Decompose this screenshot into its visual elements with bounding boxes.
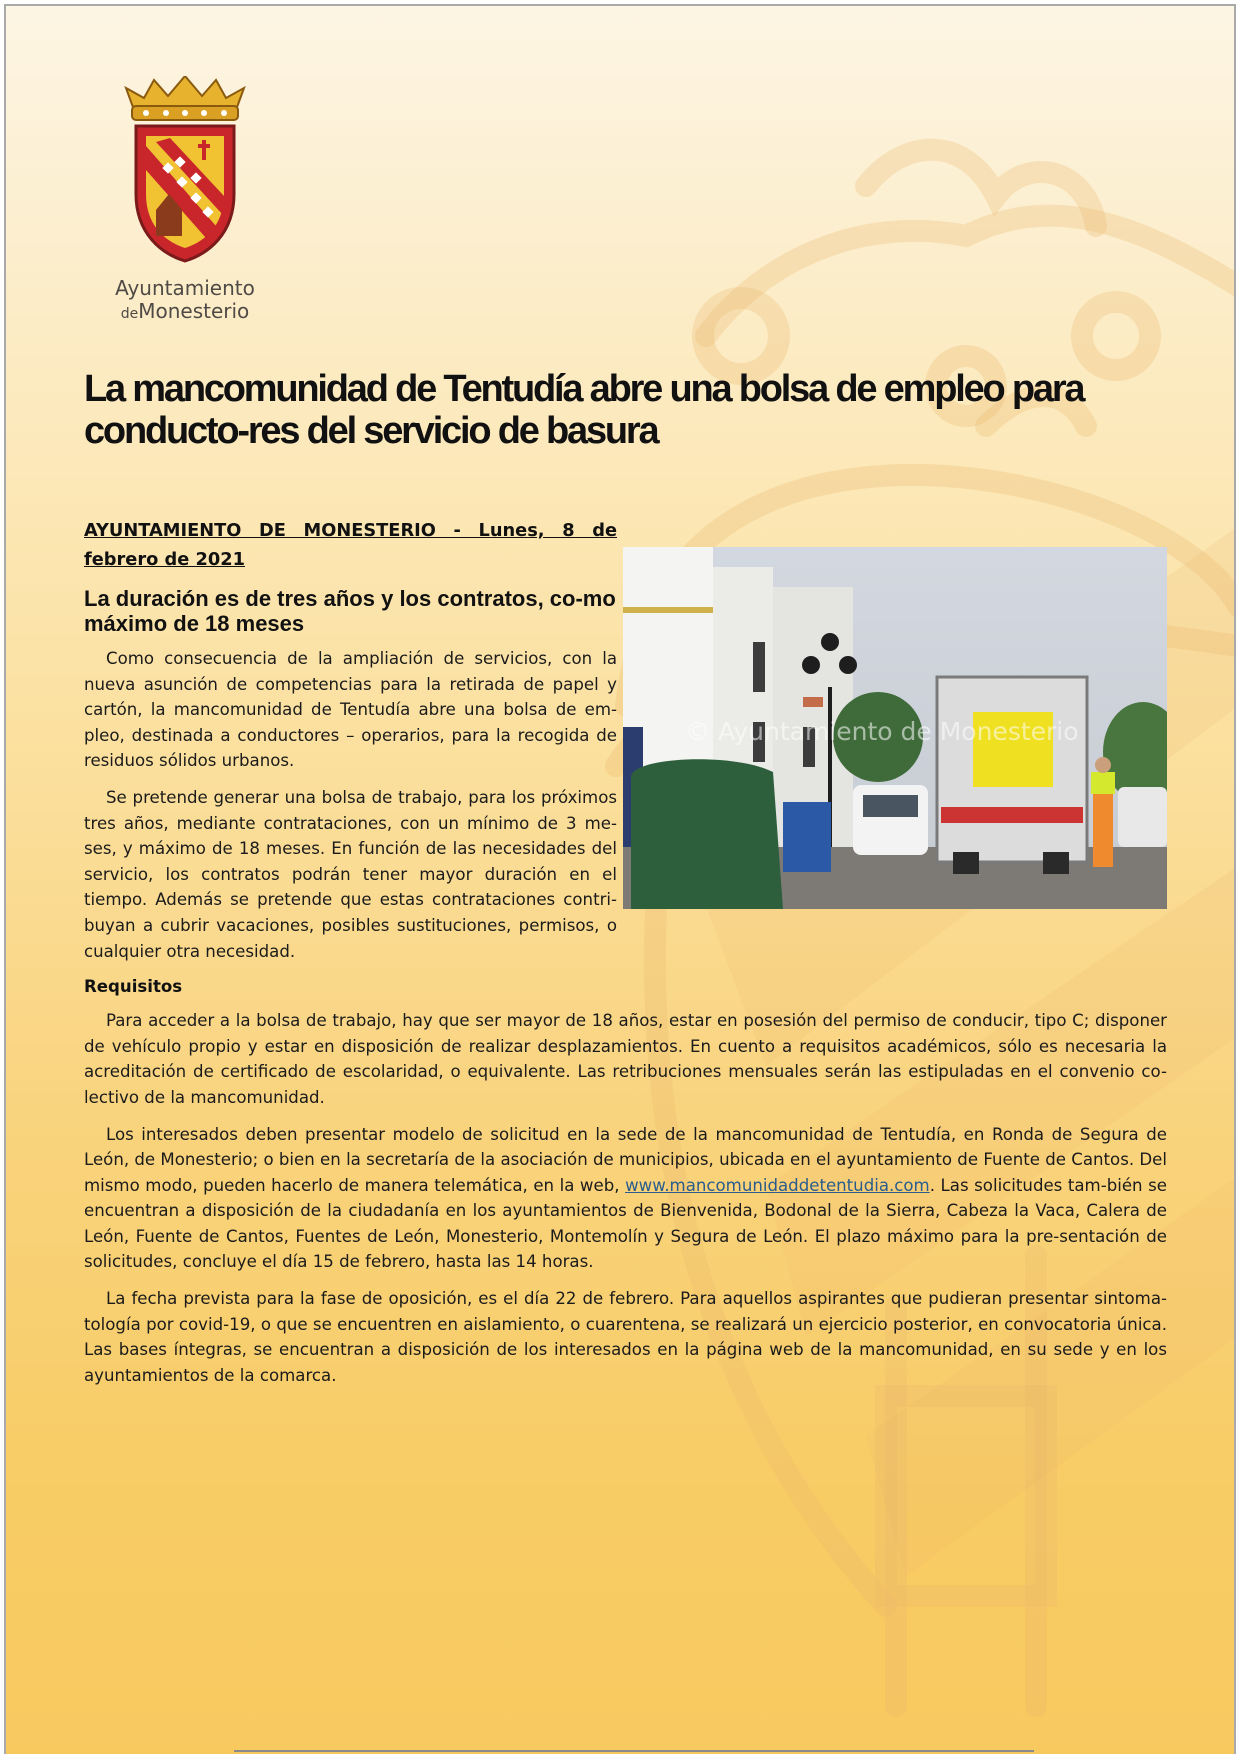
article-body: [84, 516, 1167, 1399]
paragraph-intro: Como consecuencia de la ampliación de servicios, con la nueva asunción de competencias para la retirada de papel y cartón, la mancomunidad de Tentudía abre una bolsa de em-pleo, destinada a conductores – operarios, para la recogida de residuos sólidos urbanos.: [84, 649, 617, 771]
paragraph-exam-date: La fecha prevista para la fase de oposición, es el día 22 de febrero. Para aquellos aspirantes que pudieran presentar sintoma-tología por covid-19, o que se encuentren en aislamiento, o cuarentena, se realizará un ejercicio posterior, en convocatoria única. Las bases íntegras, se encuentran a disposición de los interesados en la página web de la mancomunidad, en su sede y en los ayuntamientos de la comarca.: [84, 1289, 1167, 1385]
municipal-logo: [110, 76, 260, 321]
article-headline: La mancomunidad de Tentudía abre una bolsa de empleo para conducto-res del servicio de basura: [84, 368, 1084, 452]
mancomunidad-website-link[interactable]: www.mancomunidaddetentudia.com: [625, 1175, 930, 1195]
footer-divider: [234, 1750, 1034, 1752]
article-dateline: AYUNTAMIENTO DE MONESTERIO - Lunes, 8 de febrero de 2021: [84, 520, 617, 570]
document-page: [4, 4, 1236, 1754]
coat-of-arms-icon: [116, 76, 254, 272]
article-photo: [623, 547, 1167, 909]
photo-watermark-text: © Ayuntamiento de Monesterio: [685, 717, 1079, 746]
applications-text-end: . Las solicitudes tam-bién se encuentran a disposición de la ciudadanía en los ayuntamientos de Bienvenida, Bodonal de la Sierra, Cabeza la Vaca, Calera de León, Fuente de Cantos, Fuentes de León, Monesterio, Montemolín y Segura de León. El plazo máximo para la pre-sentación de solicitudes, concluye el día 15 de febrero, hasta las 14 horas.: [84, 1175, 1167, 1272]
logo-text-place: Monesterio: [138, 299, 250, 323]
logo-text-monesterio: [110, 299, 260, 323]
paragraph-applications: [84, 1122, 1167, 1276]
paragraph-duration: Se pretende generar una bolsa de trabajo, para los próximos tres años, mediante contrataciones, con un mínimo de 3 me-ses, y máximo de 18 meses. En función de las necesidades del servicio, los contratos podrán tener mayor duración en el tiempo. Además se pretende que estas contrataciones contri-buyan a cubrir vacaciones, posibles sustituciones, permisos, o cualquier otra necesidad.: [84, 787, 617, 961]
article-subheading: La duración es de tres años y los contratos, co-mo máximo de 18 meses: [84, 586, 616, 636]
paragraph-requirements: Para acceder a la bolsa de trabajo, hay que ser mayor de 18 años, estar en posesión del permiso de conducir, tipo C; disponer de vehículo propio y estar en disposición de realizar desplazamientos. En cuento a requisitos académicos, sólo es necesaria la acreditación de certificado de escolaridad, o equivalente. Las retribuciones mensuales serán las estipuladas en el convenio co-lectivo de la mancomunidad.: [84, 1011, 1167, 1107]
applications-text-start: Los interesados deben presentar modelo de solicitud en la sede de la mancomunidad de Tentudía, en Ronda de Segura de León, de Monesterio; o bien en la secretaría de la asociación de municipios, ubicada en el ayuntamiento de Fuente de Cantos. Del mismo modo, pueden hacerlo de manera telemática, en la web,: [84, 1124, 1167, 1195]
logo-text-ayuntamiento: Ayuntamiento: [115, 276, 255, 300]
logo-text-de: de: [120, 306, 139, 322]
requirements-heading: Requisitos: [84, 977, 183, 997]
